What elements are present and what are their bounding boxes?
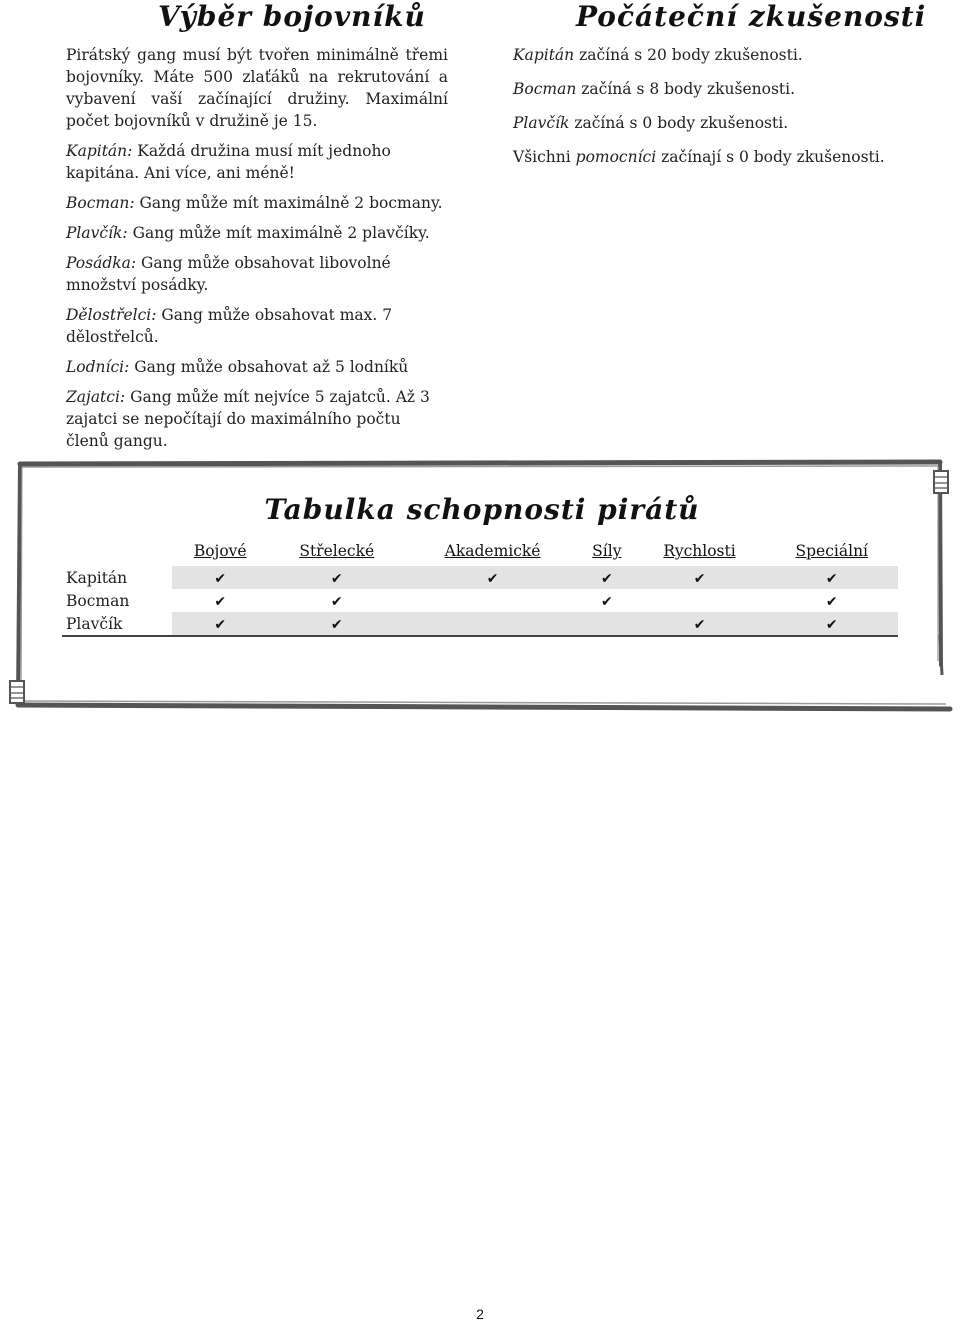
check-icon: ✔ [825,593,838,610]
skill-cell [268,612,405,636]
experience-cabin-boy [513,112,943,134]
experience-text: začíná s 8 body zkušenosti. [576,80,796,98]
check-icon: ✔ [600,593,613,610]
starting-experience-section [513,44,943,180]
check-icon: ✔ [693,616,706,633]
rule-text: Gang může mít nejvíce 5 zajatců. Až 3 zajatci se nepočítají do maximálního počtu členů gangu. [66,388,430,450]
skill-cell [405,589,580,612]
column-header: Rychlosti [663,542,736,560]
check-icon: ✔ [825,570,838,587]
experience-term: pomocníci [575,148,657,166]
rule-gunners [66,304,448,348]
rule-sailors [66,356,448,378]
skill-cell [580,589,634,612]
skills-table [62,540,898,637]
skill-cell [172,566,268,589]
section-heading-starting-experience: Počáteční zkušenosti [576,0,927,33]
experience-term: Bocman [513,80,577,98]
skill-cell [172,612,268,636]
column-header: Akademické [444,542,541,560]
table-row [62,566,898,589]
skill-cell [766,589,898,612]
skill-cell [580,612,634,636]
check-icon: ✔ [330,570,343,587]
skill-cell [405,566,580,589]
table-row [62,589,898,612]
skill-cell [634,566,766,589]
rule-cabin-boy [66,222,448,244]
skill-cell [580,566,634,589]
column-header: Speciální [795,542,869,560]
check-icon: ✔ [600,570,613,587]
column-header: Síly [592,542,622,560]
experience-captain [513,44,943,66]
skill-cell [766,566,898,589]
row-name: Bocman [66,591,130,610]
rule-text: Každá družina musí mít jednoho kapitána. Ani více, ani méně! [66,142,391,182]
table-row [62,612,898,636]
skill-cell [634,612,766,636]
rule-crew [66,252,448,296]
skills-table-title: Tabulka schopnosti pirátů [264,493,700,526]
table-corner [62,540,172,566]
section-heading-fighter-selection: Výběr bojovníků [158,0,426,33]
experience-boatswain [513,78,943,100]
check-icon: ✔ [330,616,343,633]
check-icon: ✔ [214,593,227,610]
skill-cell [766,612,898,636]
experience-term: Kapitán [513,46,575,64]
check-icon: ✔ [214,570,227,587]
skill-cell [268,589,405,612]
rule-text: Gang může obsahovat max. 7 dělostřelců. [66,306,393,346]
row-name: Plavčík [62,612,172,636]
rule-text: Gang může mít maximálně 2 bocmany. [134,194,443,212]
rule-term: Dělostřelci: [66,306,157,324]
skill-cell [172,589,268,612]
experience-prefix: Všichni [513,148,576,166]
rule-term: Kapitán: [66,142,133,160]
skills-table-body [62,566,898,636]
check-icon: ✔ [214,616,227,633]
rule-text: Gang může obsahovat až 5 lodníků [129,358,409,376]
column-header: Bojové [193,542,247,560]
skill-cell [405,612,580,636]
intro-paragraph: Pirátský gang musí být tvořen minimálně třemi bojovníky. Máte 500 zlaťáků na rekrutování a vybavení vaší začínající družiny. Maximální počet bojovníků v družině je 15. [66,46,448,130]
experience-term: Plavčík [513,114,570,132]
check-icon: ✔ [825,616,838,633]
experience-text: začíná s 20 body zkušenosti. [574,46,803,64]
page-number: 2 [476,1306,484,1322]
rule-text: Gang může obsahovat libovolné množství posádky. [66,254,391,294]
rule-term: Posádka: [66,254,137,272]
column-header: Střelecké [299,542,375,560]
row-name: Kapitán [66,568,128,587]
rule-boatswain [66,192,448,214]
skill-cell [268,566,405,589]
check-icon: ✔ [486,570,499,587]
experience-text: začíná s 0 body zkušenosti. [569,114,789,132]
experience-helpers [513,146,943,168]
rule-term: Bocman: [66,194,135,212]
check-icon: ✔ [693,570,706,587]
experience-text: začínají s 0 body zkušenosti. [656,148,885,166]
rule-term: Zajatci: [66,388,126,406]
check-icon: ✔ [330,593,343,610]
rule-text: Gang může mít maximálně 2 plavčíky. [127,224,430,242]
rule-term: Lodníci: [66,358,130,376]
rule-captain [66,140,448,184]
fighter-selection-section [66,44,448,460]
rule-term: Plavčík: [66,224,128,242]
skill-cell [634,589,766,612]
table-header-row [62,540,898,566]
rule-prisoners [66,386,448,452]
